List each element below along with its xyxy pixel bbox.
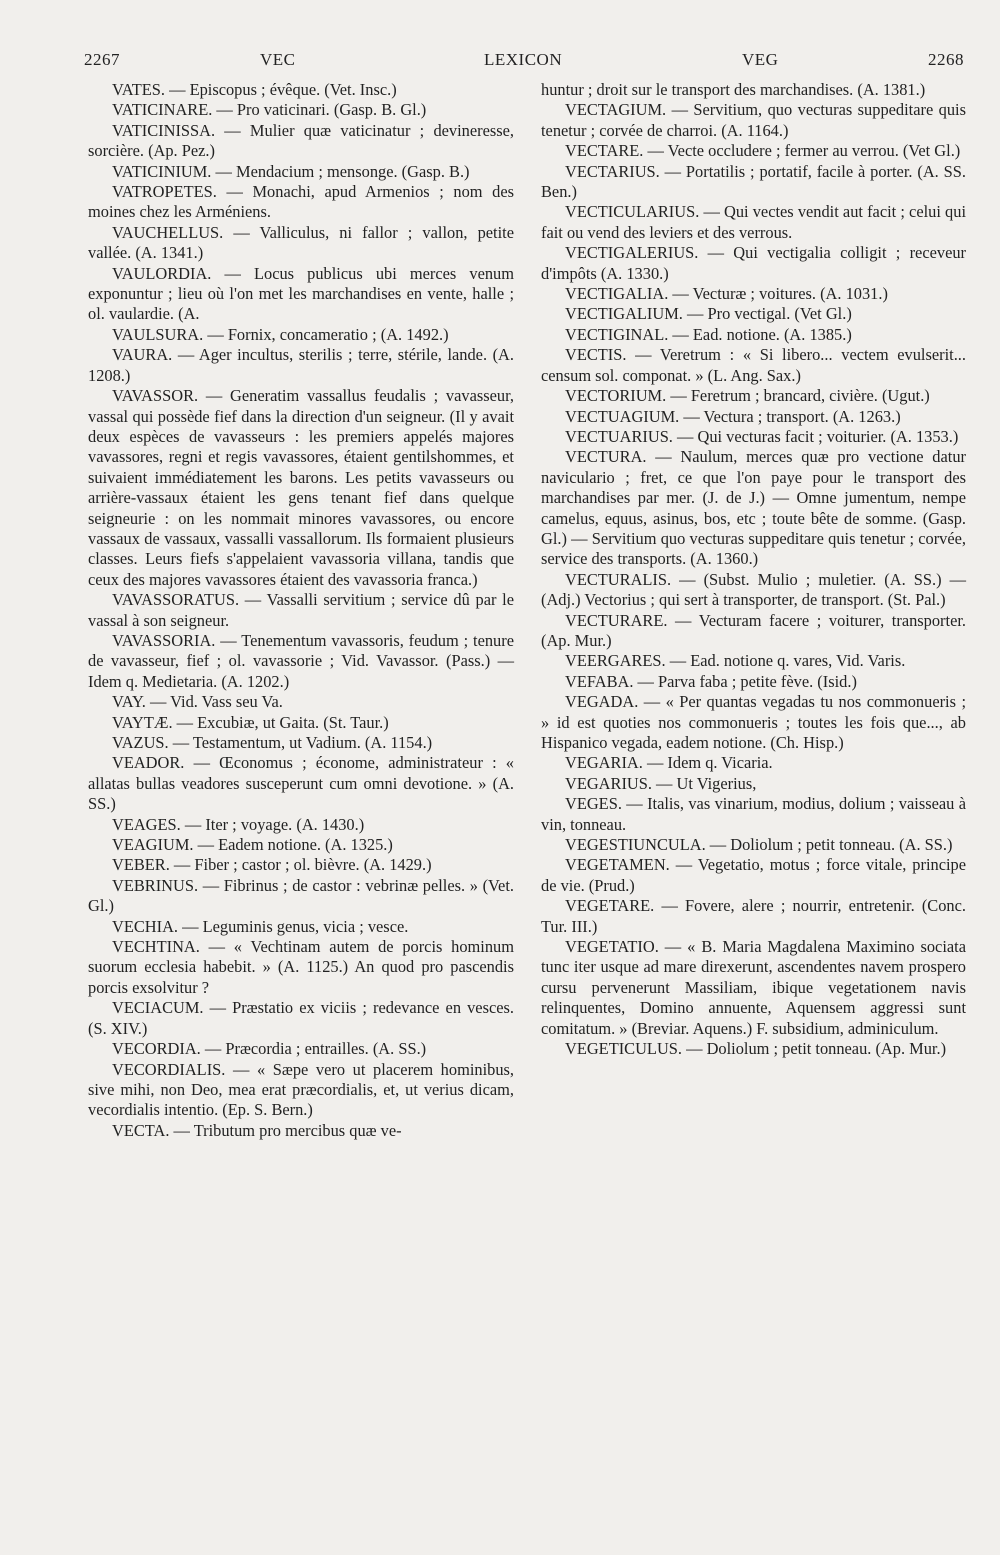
right-column — [541, 80, 966, 1060]
right-column-entry: VEGETATIO. — « B. Maria Magdalena Maximino sociata tunc iter usque ad mare direxerunt, ascendentes navem prospero cursu pervenerunt Massiliam, ibique vegetationem navis relinquentes, Domino annuente, Aquensem aggressi sunt comitatum. » (Breviar. Aquens.) F. subsidium, adminiculum. — [541, 937, 966, 1038]
right-column-entry: VECTORIUM. — Feretrum ; brancard, civière. (Ugut.) — [565, 386, 930, 406]
right-column-entry: VEGETAMEN. — Vegetatio, motus ; force vitale, principe de vie. (Prud.) — [541, 855, 966, 895]
right-column-entry: VECTIGINAL. — Ead. notione. (A. 1385.) — [565, 324, 852, 344]
left-column-entry: VECHIA. — Leguminis genus, vicia ; vesce. — [112, 916, 409, 936]
left-column-entry: VECHTINA. — « Vechtinam autem de porcis hominum suorum ecclesia habebit. » (A. 1125.) An quod pro pascendis porcis exsolvitur ? — [88, 937, 514, 997]
left-column — [88, 80, 514, 1141]
left-column-entry: VATES. — Episcopus ; évêque. (Vet. Insc.) — [112, 80, 397, 99]
left-column-entry: VEBER. — Fiber ; castor ; ol. bièvre. (A. 1429.) — [112, 855, 432, 875]
right-column-entry: VEGES. — Italis, vas vinarium, modius, dolium ; vaisseau à vin, tonneau. — [541, 794, 966, 834]
right-column-entry: VECTARE. — Vecte occludere ; fermer au verrou. (Vet Gl.) — [565, 141, 961, 161]
right-column-entry: VEGETARE. — Fovere, alere ; nourrir, entretenir. (Conc. Tur. III.) — [541, 896, 966, 936]
right-guide-word: VEG — [742, 50, 779, 69]
left-column-entry: VECIACUM. — Præstatio ex viciis ; redevance en vesces. (S. XIV.) — [88, 998, 514, 1038]
left-column-entry: VEAGES. — Iter ; voyage. (A. 1430.) — [112, 814, 365, 834]
left-column-entry: VEADOR. — Œconomus ; économe, administrateur : « allatas bullas veadores susceperunt cum omni devotione. » (A. SS.) — [88, 753, 514, 814]
left-column-entry: VEAGIUM. — Eadem notione. (A. 1325.) — [112, 835, 393, 855]
running-title: LEXICON — [484, 50, 563, 69]
right-column-entry: VECTARIUS. — Portatilis ; portatif, facile à porter. (A. SS. Ben.) — [541, 161, 966, 202]
right-page-number: 2268 — [928, 50, 964, 69]
left-page-number: 2267 — [84, 50, 120, 69]
left-column-entry: VATICINISSA. — Mulier quæ vaticinatur ; devineresse, sorcière. (Ap. Pez.) — [88, 120, 514, 161]
left-column-entry: VAY. — Vid. Vass seu Va. — [112, 692, 283, 712]
right-column-entry: VECTURARE. — Vecturam facere ; voiturer, transporter. (Ap. Mur.) — [541, 610, 966, 650]
left-column-entry: VAYTÆ. — Excubiæ, ut Gaita. (St. Taur.) — [112, 712, 389, 732]
right-column-entry: VECTIGALERIUS. — Qui vectigalia colligit ; receveur d'impôts (A. 1330.) — [541, 243, 966, 283]
left-column-entry: VAVASSOR. — Generatim vassallus feudalis ; vavasseur, vassal qui possède fief dans la direction d'un seigneur. (Il y avait deux espèces de vavasseurs : les premiers appelés majores vavassores, regni et regis vavassores, étaient gentilshommes, et suivaient immédiatement les barons. Les petits vavasseurs ou arrière-vassaux étaient les gens tenant fief dans quelque seigneurie : on les nommait minores vavassores, ou encore vassaux de vassaux, vassalli vassallorum. Ils formaient plusieurs classes. Leurs fiefs s'appelaient vavassoria villana, tandis que ceux des majores vavassores étaient des vavassoria franca.) — [88, 386, 514, 589]
left-column-entry: VECORDIALIS. — « Sæpe vero ut placerem hominibus, sive mihi, non Deo, mea erat præcordialis, et, ut verius dicam, vecordialis intentio. (Ep. S. Bern.) — [88, 1059, 514, 1120]
left-column-entry: VATICINARE. — Pro vaticinari. (Gasp. B. Gl.) — [112, 100, 427, 120]
right-column-entry: VECTAGIUM. — Servitium, quo vecturas suppeditare quis tenetur ; corvée de charroi. (A. 1164.) — [541, 100, 966, 140]
left-column-entry: VATICINIUM. — Mendacium ; mensonge. (Gasp. B.) — [112, 161, 470, 181]
left-column-entry: VECTA. — Tributum pro mercibus quæ ve- — [112, 1120, 402, 1140]
right-column-entry: VECTURALIS. — (Subst. Mulio ; muletier. (A. SS.) — (Adj.) Vectorius ; qui sert à transporter, de transport. (St. Pal.) — [541, 569, 966, 610]
left-guide-word: VEC — [260, 50, 296, 69]
right-column-entry: VECTICULARIUS. — Qui vectes vendit aut facit ; celui qui fait ou vend des leviers et des verrous. — [541, 202, 966, 242]
left-column-entry: VAZUS. — Testamentum, ut Vadium. (A. 1154.) — [112, 733, 433, 752]
right-column-entry: VEFABA. — Parva faba ; petite fève. (Isid.) — [565, 671, 857, 691]
left-column-entry: VAUCHELLUS. — Valliculus, ni fallor ; vallon, petite vallée. (A. 1341.) — [88, 222, 514, 263]
right-column-entry: VEGADA. — « Per quantas vegadas tu nos commonueris ; » id est quoties nos commonueris ; toutes les fois que..., ab Hispanico vegada, eadem notione. (Ch. Hisp.) — [541, 692, 966, 752]
left-column-entry: VAULSURA. — Fornix, concameratio ; (A. 1492.) — [112, 324, 449, 344]
right-column-entry: VEERGARES. — Ead. notione q. vares, Vid. Varis. — [565, 651, 906, 671]
left-column-entry: VAVASSORATUS. — Vassalli servitium ; service dû par le vassal à son seigneur. — [88, 590, 514, 630]
left-column-entry: VATROPETES. — Monachi, apud Armenios ; nom des moines chez les Arméniens. — [88, 182, 514, 222]
right-column-entry: VECTUAGIUM. — Vectura ; transport. (A. 1263.) — [565, 406, 901, 426]
right-column-entry: VEGESTIUNCULA. — Doliolum ; petit tonneau. (A. SS.) — [565, 835, 953, 855]
right-column-entry: VECTIGALIUM. — Pro vectigal. (Vet Gl.) — [565, 304, 852, 324]
left-column-entry: VECORDIA. — Præcordia ; entrailles. (A. SS.) — [112, 1039, 427, 1059]
right-column-entry: VECTURA. — Naulum, merces quæ pro vectione datur naviculario ; fret, ce que l'on paye pour le transport des marchandises par mer. (J. de J.) — Omne jumentum, nempe camelus, equus, asinus, bos, etc ; toute bête de somme. (Gasp. Gl.) — Servitium quo vecturas suppeditare quis tenetur ; corvée, service des transports. (A. 1360.) — [541, 447, 966, 569]
page-header — [84, 50, 964, 74]
right-column-entry: VEGETICULUS. — Doliolum ; petit tonneau. (Ap. Mur.) — [565, 1039, 947, 1059]
left-column-entry: VAURA. — Ager incultus, sterilis ; terre, stérile, lande. (A. 1208.) — [88, 345, 514, 385]
right-column-entry: VECTIS. — Veretrum : « Si libero... vectem evulserit... censum sol. componat. » (L. Ang. Sax.) — [541, 345, 966, 385]
left-column-entry: VEBRINUS. — Fibrinus ; de castor : vebrinæ pelles. » (Vet. Gl.) — [88, 875, 514, 916]
right-column-entry: VECTIGALIA. — Vecturæ ; voitures. (A. 1031.) — [565, 284, 888, 304]
left-column-entry: VAVASSORIA. — Tenementum vavassoris, feudum ; tenure de vavasseur, fief ; ol. vavassorie ; Vid. Vavassor. (Pass.) — Idem q. Medietaria. (A. 1202.) — [88, 630, 514, 691]
right-column-entry: huntur ; droit sur le transport des marchandises. (A. 1381.) — [541, 80, 926, 99]
right-column-entry: VECTUARIUS. — Qui vecturas facit ; voiturier. (A. 1353.) — [565, 426, 959, 446]
right-column-entry: VEGARIA. — Idem q. Vicaria. — [565, 753, 773, 773]
left-column-entry: VAULORDIA. — Locus publicus ubi merces venum exponuntur ; lieu où l'on met les marchandises en vente, halle ; ol. vaulardie. (A. — [88, 263, 514, 324]
right-column-entry: VEGARIUS. — Ut Vigerius, — [565, 773, 757, 793]
